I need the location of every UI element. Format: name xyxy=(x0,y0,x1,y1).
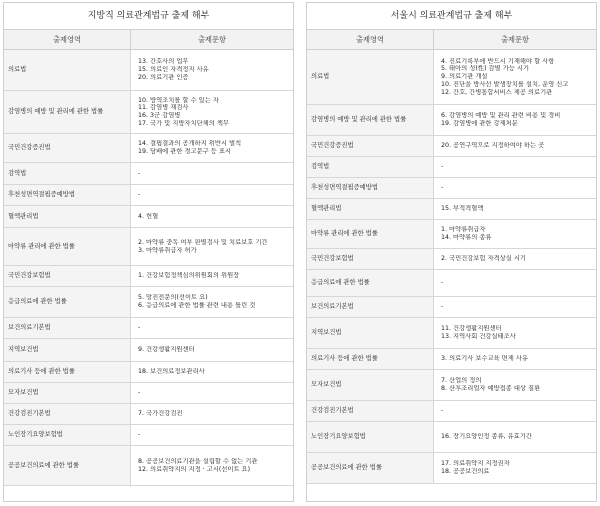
exam-area-cell: 마약류 관리에 관한 법률 xyxy=(4,228,131,266)
exam-area-cell: 모자보건법 xyxy=(307,370,434,401)
question-item: 9. 건강생활지원센터 xyxy=(138,346,195,354)
exam-area-cell: 의료기사 등에 관한 법률 xyxy=(4,362,131,383)
question-item: 6. 감염병의 예방 및 관리 관련 비용 및 경비 xyxy=(441,112,561,120)
table-row xyxy=(307,297,596,318)
exam-questions-cell xyxy=(131,425,294,446)
exam-area-cell: 감염병의 예방 및 관리에 관한 법률 xyxy=(4,91,131,134)
table-row xyxy=(4,185,293,206)
question-item: 10. 진단을 방사선 발생장치를 설치, 운영 신고 xyxy=(441,80,569,88)
table-row xyxy=(307,270,596,297)
column-header-area: 출제영역 xyxy=(4,30,131,50)
exam-area-cell: 공공보건의료에 관한 법률 xyxy=(4,446,131,486)
table-row xyxy=(307,370,596,401)
table-body xyxy=(4,50,293,486)
question-item: - xyxy=(441,163,444,171)
table-row xyxy=(4,362,293,383)
exam-questions-cell xyxy=(131,339,294,362)
question-item: 14. 마약류의 종류 xyxy=(441,234,492,241)
question-item: 20. 의료기관 인증 xyxy=(138,73,189,81)
table-row xyxy=(307,318,596,349)
exam-area-cell: 검역법 xyxy=(307,157,434,178)
question-item: 8. 공공보건의료기관을 설립할 수 없는 기관 xyxy=(138,457,258,465)
exam-area-cell: 공공보건의료에 관한 법률 xyxy=(307,453,434,484)
exam-questions-cell xyxy=(131,446,294,486)
table-row xyxy=(307,220,596,249)
question-item: 8. 산후조리업자 예방접종 대상 질환 xyxy=(441,385,541,392)
table-row xyxy=(307,157,596,178)
exam-area-cell: 국민건강증진법 xyxy=(4,134,131,163)
exam-questions-cell xyxy=(131,163,294,185)
question-item: 18. 공공보건의료 xyxy=(441,468,490,475)
exam-questions-cell xyxy=(434,178,597,199)
exam-area-cell: 의료기사 등에 관한 법률 xyxy=(307,349,434,370)
exam-questions-cell xyxy=(434,297,597,318)
exam-area-cell: 의료법 xyxy=(4,50,131,91)
table-header-row xyxy=(307,30,596,50)
exam-questions-cell xyxy=(131,383,294,404)
exam-questions-cell xyxy=(434,349,597,370)
exam-questions-cell xyxy=(434,136,597,157)
question-item: 1. 건강보험정책심의위원회의 위원장 xyxy=(138,272,240,280)
exam-questions-cell xyxy=(131,185,294,206)
exam-area-cell: 응급의료에 관한 법률 xyxy=(307,270,434,297)
exam-area-cell: 건강검진기본법 xyxy=(307,401,434,422)
exam-area-cell: 검역법 xyxy=(4,163,131,185)
column-header-area: 출제영역 xyxy=(307,30,434,50)
exam-area-cell: 노인장기요양보험법 xyxy=(307,422,434,453)
question-item: 6. 응급의료에 관한 법률 관련 내용 틀린 것 xyxy=(138,302,256,309)
exam-questions-cell xyxy=(434,199,597,220)
column-header-questions: 출제문항 xyxy=(434,30,597,50)
exam-questions-cell xyxy=(434,270,597,297)
question-item: - xyxy=(138,191,141,199)
table-row xyxy=(4,425,293,446)
question-item: 19. 담배에 관한 경고문구 등 표시 xyxy=(138,148,232,155)
question-item: 13. 간호사의 업무 xyxy=(138,58,189,66)
exam-area-cell: 보건의료기본법 xyxy=(307,297,434,318)
table-row xyxy=(4,287,293,318)
exam-questions-cell xyxy=(131,50,294,91)
question-item: 20. 공연구역으로 지정하여야 하는 곳 xyxy=(441,142,545,150)
question-item: 18. 보건의료정보관리사 xyxy=(138,368,205,376)
question-item: 16. 장기요양인정 종류, 유효기간 xyxy=(441,433,533,441)
exam-area-cell: 혈액관리법 xyxy=(4,206,131,228)
exam-area-cell: 모자보건법 xyxy=(4,383,131,404)
exam-area-cell: 응급의료에 관한 법률 xyxy=(4,287,131,318)
exam-questions-cell xyxy=(131,134,294,163)
exam-questions-cell xyxy=(131,228,294,266)
question-item: 17. 의료취약지 지정권자 xyxy=(441,460,510,468)
table-row xyxy=(307,50,596,105)
question-item: 4. 진료기록부에 반드시 기재해야 할 사항 xyxy=(441,57,555,65)
table-header-row xyxy=(4,30,293,50)
question-item: 5. 망진전문의(선이트 요) xyxy=(138,294,208,302)
exam-area-cell: 국민건강보험법 xyxy=(4,266,131,287)
question-item: 16. 3군 감염병 xyxy=(138,112,181,119)
table-row xyxy=(4,91,293,134)
exam-area-cell: 노인장기요양보험법 xyxy=(4,425,131,446)
exam-area-cell: 혈액관리법 xyxy=(307,199,434,220)
exam-questions-cell xyxy=(434,453,597,484)
exam-questions-cell xyxy=(434,370,597,401)
question-item: 4. 헌혈 xyxy=(138,212,159,220)
table-row xyxy=(307,349,596,370)
question-item: 15. 의료인 자격정지 사유 xyxy=(138,66,209,74)
table-body xyxy=(307,50,596,484)
panel-title: 지방직 의료관계법규 출제 해부 xyxy=(87,11,210,21)
table-row xyxy=(307,422,596,453)
question-item: 2. 국민건강보험 자격상실 시기 xyxy=(441,255,527,263)
table-row xyxy=(4,134,293,163)
exam-area-cell: 보건의료기본법 xyxy=(4,318,131,339)
exam-questions-cell xyxy=(434,157,597,178)
exam-questions-cell xyxy=(434,249,597,270)
question-item: 2. 마약류 중독 여부 판별검사 및 치료보호 기간 xyxy=(138,238,268,246)
exam-questions-cell xyxy=(434,105,597,136)
question-item: 14. 결핍결과의 공개하지 위반시 벌칙 xyxy=(138,140,242,148)
table-row xyxy=(4,404,293,425)
exam-area-cell: 후천성면역결핍증예방법 xyxy=(307,178,434,199)
question-item: - xyxy=(441,279,444,287)
exam-questions-cell xyxy=(434,422,597,453)
question-item: 3. 마약류취급자 허가 xyxy=(138,246,197,254)
exam-questions-cell xyxy=(131,362,294,383)
question-item: 7. 국가건강검진 xyxy=(138,410,183,418)
exam-area-cell: 후천성면역결핍증예방법 xyxy=(4,185,131,206)
question-item: - xyxy=(138,324,141,332)
question-item: 15. 부적격혈액 xyxy=(441,205,484,213)
question-item: - xyxy=(441,184,444,192)
table-row xyxy=(4,206,293,228)
table-row xyxy=(4,383,293,404)
exam-area-cell: 의료법 xyxy=(307,50,434,105)
exam-questions-cell xyxy=(434,318,597,349)
table-row xyxy=(4,266,293,287)
question-item: 10. 방역조치를 할 수 있는 자 xyxy=(138,96,219,104)
exam-area-cell: 지역보건법 xyxy=(4,339,131,362)
question-item: 17. 국가 및 지방자치단체의 책무 xyxy=(138,119,230,127)
exam-area-cell: 국민건강증진법 xyxy=(307,136,434,157)
exam-table xyxy=(307,29,596,484)
exam-questions-cell xyxy=(131,318,294,339)
exam-questions-cell xyxy=(131,404,294,425)
question-item: - xyxy=(138,431,141,439)
exam-area-cell: 국민건강보험법 xyxy=(307,249,434,270)
table-row xyxy=(4,50,293,91)
question-item: 11. 건강생활지원센터 xyxy=(441,325,502,333)
table-row xyxy=(307,105,596,136)
question-item: 9. 의료기관 개설 xyxy=(441,73,488,81)
right-exam-panel xyxy=(306,2,597,502)
exam-questions-cell xyxy=(131,206,294,228)
question-item: 12. 간호, 간병통합서비스 제공 의료기관 xyxy=(441,88,553,96)
exam-area-cell: 건강검진기본법 xyxy=(4,404,131,425)
exam-area-cell: 감염병의 예방 및 관리에 관한 법률 xyxy=(307,105,434,136)
left-exam-panel xyxy=(3,2,294,502)
question-item: - xyxy=(138,169,141,177)
exam-area-cell: 마약류 관리에 관한 법률 xyxy=(307,220,434,249)
table-row xyxy=(307,453,596,484)
exam-questions-cell xyxy=(131,287,294,318)
table-row xyxy=(307,136,596,157)
table-row xyxy=(4,228,293,266)
table-row xyxy=(4,318,293,339)
table-row xyxy=(307,401,596,422)
question-item: 13. 지역사회 건강실태조사 xyxy=(441,333,516,340)
table-row xyxy=(4,163,293,185)
exam-questions-cell xyxy=(434,401,597,422)
question-item: 12. 의료취약지의 지정 · 고시(선이트 요) xyxy=(138,465,251,473)
table-row xyxy=(4,339,293,362)
exam-questions-cell xyxy=(131,91,294,134)
question-item: 1. 마약류취급자 xyxy=(441,226,486,234)
question-item: 5. 태아의 성(性) 감별 가능 시기 xyxy=(441,65,530,73)
question-item: 11. 감염병 재검사 xyxy=(138,104,189,112)
question-item: 19. 감염병에 관한 강제처분 xyxy=(441,120,518,127)
table-row xyxy=(307,249,596,270)
question-item: - xyxy=(441,407,444,415)
exam-questions-cell xyxy=(131,266,294,287)
exam-table xyxy=(4,29,293,486)
table-row xyxy=(4,446,293,486)
exam-questions-cell xyxy=(434,220,597,249)
exam-area-cell: 지역보건법 xyxy=(307,318,434,349)
question-item: 3. 의료기사 보수교육 면제 사유 xyxy=(441,355,529,363)
question-item: - xyxy=(441,303,444,311)
exam-questions-cell xyxy=(434,50,597,105)
table-row xyxy=(307,178,596,199)
question-item: - xyxy=(138,389,141,397)
panel-title: 서울시 의료관계법규 출제 해부 xyxy=(390,11,513,21)
column-header-questions: 출제문항 xyxy=(131,30,294,50)
question-item: 7. 산업의 정의 xyxy=(441,377,482,385)
table-row xyxy=(307,199,596,220)
